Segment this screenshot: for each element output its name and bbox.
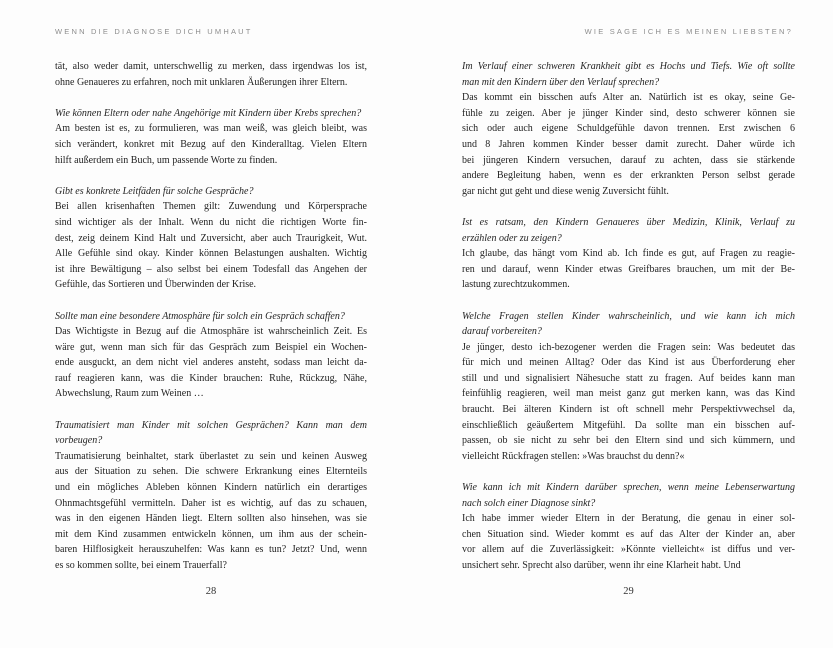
text-line: Welche Fragen stellen Kinder wahrscheinlich, und wie kann ich mich xyxy=(462,310,795,322)
text-line: sich verändert, konkret mit Bezug auf den Kinderalltag. Vielen Eltern xyxy=(55,138,367,150)
text-line: ren und darauf, wenn Kinder etwas Greifbares brauchen, um mit der Be- xyxy=(462,263,795,275)
text-line: Traumatisierung beinhaltet, stark überlastet zu sein und keinen Ausweg xyxy=(55,450,367,462)
text-line: Sollte man eine besondere Atmosphäre für solch ein Gespräch schaffen? xyxy=(55,310,345,322)
text-line: vor allem auf die Zuverlässigkeit: »Könnte vielleicht« ist diffus und ver- xyxy=(462,544,795,556)
text-line: mit dem Kind zusammen entwickeln können, um ihm aus der schein- xyxy=(55,528,367,540)
text-line: was in den eigenen Händen liegt. Eltern sollten also hinsehen, was sie xyxy=(55,513,367,525)
text-line: einschließlich geäußertem Mitgefühl. Da sollte man ein bisschen auf- xyxy=(462,419,795,431)
text-paragraph xyxy=(462,246,795,293)
text-paragraph xyxy=(462,511,795,573)
text-line: vorbeugen? xyxy=(55,435,103,447)
question-paragraph xyxy=(462,215,795,246)
text-line: Traumatisiert man Kinder mit solchen Gesprächen? Kann man dem xyxy=(55,419,367,431)
text-line: braucht. Bei älteren Kindern ist oft schnell mehr Perspektivwechsel da, xyxy=(462,404,795,416)
text-line: fühle zu zeigen. Aber je jünger Kinder sind, desto schwerer können sie xyxy=(462,107,795,119)
text-line: chen Situation sind. Wieder kommt es auf das Alter der Kinder an, aber xyxy=(462,528,795,540)
question-paragraph xyxy=(55,106,367,122)
left-page-content xyxy=(55,59,367,574)
text-line: Wie können Eltern oder nahe Angehörige mit Kindern über Krebs sprechen? xyxy=(55,107,362,119)
text-line: Abwechslung, Raum zum Weinen … xyxy=(55,388,204,400)
question-paragraph xyxy=(462,59,795,90)
page-number-left: 28 xyxy=(205,586,217,597)
text-line: ende ausguckt, an dem nicht viel anderes ansteht, sodass man leicht da- xyxy=(55,357,367,369)
text-line: Ich habe immer wieder Eltern in der Beratung, die genau in einer sol- xyxy=(462,513,795,525)
text-paragraph xyxy=(55,199,367,293)
text-line: andere Begleitung haben, wenn es der erkrankten Person selbst gerade xyxy=(462,170,795,182)
text-line: bei jüngeren Kindern versuchen, darauf zu achten, dass sie stärkende xyxy=(462,154,795,166)
text-paragraph xyxy=(55,324,367,402)
text-line: für mich und meinen Alltag? Oder das Kind ist aus Überforderung eher xyxy=(462,357,795,369)
text-paragraph xyxy=(462,340,795,465)
text-line: still und und signalisiert Nähesuche statt zu fragen. Auf beides kann man xyxy=(462,372,795,384)
text-line: Ich glaube, das hängt vom Kind ab. Ich finde es gut, auf Fragen zu reagie- xyxy=(462,248,795,260)
question-paragraph xyxy=(55,309,367,325)
text-line: darauf vorbereiten? xyxy=(462,326,542,338)
text-line: feinfühlig reagieren, weil man meist ganz gut merken kann, was das Kind xyxy=(462,388,795,400)
text-line: tät, also weder damit, unterschwellig zu merken, dass irgendwas los ist, xyxy=(55,61,367,72)
question-paragraph xyxy=(55,418,367,449)
text-line: hilft außerdem ein Buch, um passende Worte zu finden. xyxy=(55,154,278,166)
question-paragraph xyxy=(462,309,795,340)
text-line: dest, zeig deinem Kind Halt und Zuversicht, aber auch Traurigkeit, Wut. xyxy=(55,232,367,244)
text-line: und 8 Jahren kommen Kinder besser damit zurecht. Daher würde ich xyxy=(462,138,795,150)
text-paragraph xyxy=(55,59,367,90)
text-line: Gibt es konkrete Leitfäden für solche Gespräche? xyxy=(55,185,254,197)
text-line: vielleicht Rückfragen stellen: »Was brauchst du denn?« xyxy=(462,450,685,462)
text-line: Im Verlauf einer schweren Krankheit gibt es Hochs und Tiefs. Wie oft sollte xyxy=(462,61,795,72)
text-line: Das Wichtigste in Bezug auf die Atmosphäre ist wahrscheinlich Zeit. Es xyxy=(55,326,367,338)
running-header-right: WIE SAGE ICH ES MEINEN LIEBSTEN? xyxy=(584,27,793,36)
text-line: ohne Genaueres zu erfahren, noch mit unklaren Äußerungen ihrer Eltern. xyxy=(55,76,348,88)
text-line: rauf reagieren kann, was die Kinder brauchen: Ruhe, Rückzug, Nähe, xyxy=(55,372,367,384)
running-header-left: WENN DIE DIAGNOSE DICH UMHAUT xyxy=(55,27,253,36)
text-line: Das kommt ein bisschen aufs Alter an. Natürlich ist es okay, seine Ge- xyxy=(462,92,795,104)
text-line: Wie kann ich mit Kindern darüber sprechen, wenn meine Lebenserwartung xyxy=(462,482,795,494)
question-paragraph xyxy=(462,480,795,511)
text-line: ist ihre Bewältigung – also selbst bei einem Todesfall das Angehen der xyxy=(55,263,367,275)
text-line: und ein mögliches Ableben können Kindern natürlich ein derartiges xyxy=(55,482,367,494)
text-line: aus der Situation zu sehen. Die schwere Erkrankung eines Elternteils xyxy=(55,466,367,478)
text-line: Ist es ratsam, den Kindern Genaueres über Medizin, Klinik, Verlauf zu xyxy=(462,216,795,228)
text-line: baren Hilflosigkeit herauszuhelfen: Was kann es tun? Jetzt? Und, wenn xyxy=(55,544,367,556)
text-line: Bei allen krisenhaften Themen gilt: Zuwendung und Körpersprache xyxy=(55,201,367,213)
text-line: erzählen oder zu zeigen? xyxy=(462,232,562,244)
text-line: sich oder auch eigene Schuldgefühle davon trennen. Erst zwischen 6 xyxy=(462,123,795,135)
text-paragraph xyxy=(55,121,367,168)
text-line: passen, ob sie nicht zu sehr bei den Eltern sind und sich kümmern, und xyxy=(462,435,795,447)
text-line: lastung zurechtzukommen. xyxy=(462,279,570,291)
text-paragraph xyxy=(462,90,795,199)
text-line: Ohnmachtsgefühl vermitteln. Daher ist es wichtig, auf das zu schauen, xyxy=(55,497,367,509)
text-line: gar nicht gut geht und diese wenig Zuversicht fühlt. xyxy=(462,185,669,197)
text-line: Gefühle, das Sortieren und Überwinden der Krise. xyxy=(55,279,257,291)
right-page-content xyxy=(462,59,795,574)
text-paragraph xyxy=(55,449,367,574)
text-line: wäre gut, wenn man sich für das Gespräch zum Beispiel ein Wochen- xyxy=(55,341,367,353)
text-line: Je jünger, desto ich-bezogener werden die Fragen sein: Was bedeutet das xyxy=(462,341,795,353)
text-line: es so kommen sollte, bei einem Trauerfall? xyxy=(55,560,227,571)
text-line: man mit den Kindern über den Verlauf sprechen? xyxy=(462,76,660,88)
text-line: Am besten ist es, zu formulieren, was man weiß, was gleich bleibt, was xyxy=(55,123,367,135)
text-line: Alle Gefühle sind okay. Kinder können Belastungen aushalten. Wichtig xyxy=(55,248,367,260)
question-paragraph xyxy=(55,184,367,200)
text-line: sind wichtiger als der Inhalt. Wenn du nicht die richtigen Worte fin- xyxy=(55,216,367,228)
text-line: unsichert sehr. Sprecht also darüber, wenn ihr eine Klarheit habt. Und xyxy=(462,560,741,571)
page-number-right: 29 xyxy=(623,586,634,597)
text-line: nach solch einer Diagnose sinkt? xyxy=(462,497,596,509)
